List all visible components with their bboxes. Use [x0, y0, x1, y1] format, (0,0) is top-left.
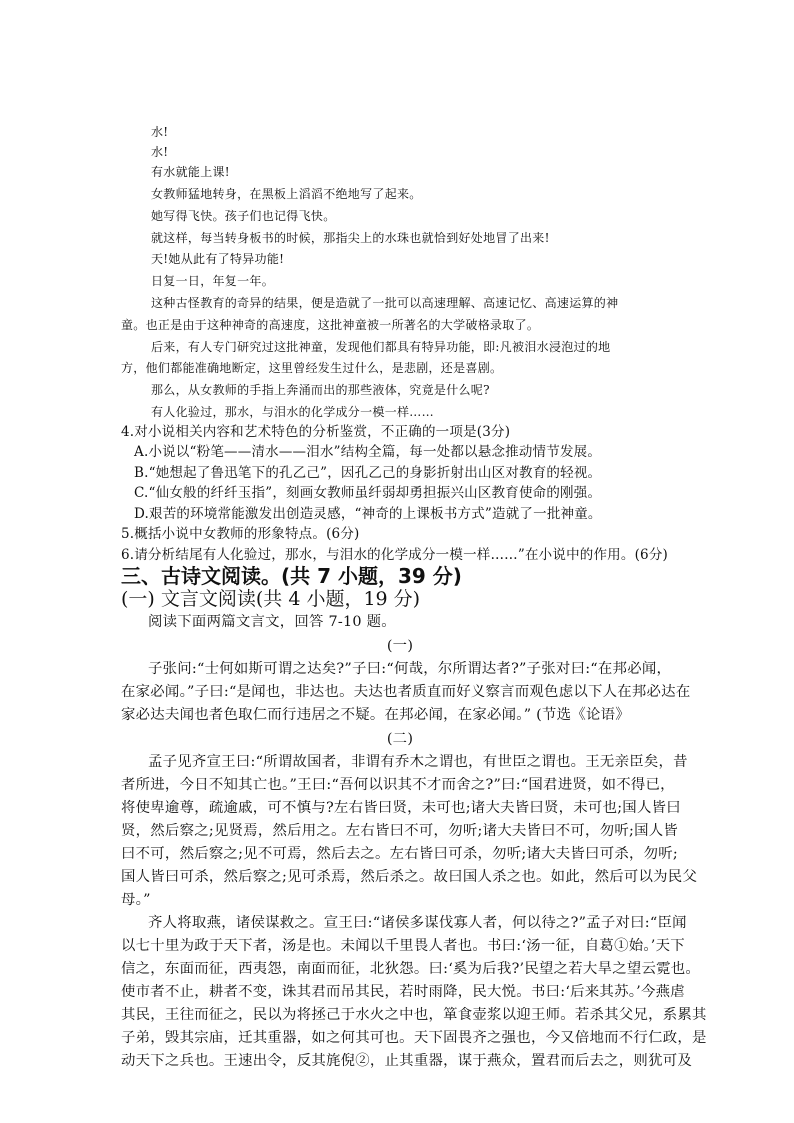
passage-line: 将使卑逾尊，疏逾戚，可不慎与?左右皆曰贤，未可也;诸大夫皆曰贤，未可也;国人皆曰	[121, 800, 681, 816]
question-4-option-d: D.艰苦的环境常能激发出创造灵感，“神奇的上课板书方式”造就了一批神童。	[134, 506, 602, 522]
passage-line: 者所进，今日不知其亡也。”王曰:“吾何以识其不才而舍之?”曰:“国君进贤，如不得已，	[121, 777, 675, 793]
passage-line: 以七十里为政于天下者，汤是也。未闻以千里畏人者也。书曰:‘汤一征，自葛①始。’天下	[121, 938, 685, 954]
story-line: 童。也正是由于这种神奇的高速度，这批神童被一所著名的大学破格录取了。	[121, 318, 540, 332]
passage-line: 齐人将取燕，诸侯谋救之。宣王曰:“诸侯多谋伐寡人者，何以待之?”孟子对曰:“臣闻	[148, 915, 687, 931]
passage-line: 使市者不止，耕者不变，诛其君而吊其民，若时雨降，民大悦。书曰:‘后来其苏。’今燕虐	[121, 984, 685, 1000]
passage-line: 孟子见齐宣王曰:“所谓故国者，非谓有乔木之谓也，有世臣之谓也。王无亲臣矣，昔	[148, 754, 688, 770]
question-6: 6.请分析结尾有人化验过，那水，与泪水的化学成分一模一样……”在小说中的作用。(6分)	[121, 547, 669, 563]
passage-line: 其民，王往而征之，民以为将拯己于水火之中也，箪食壶浆以迎王师。若杀其父兄，系累其	[121, 1007, 707, 1023]
passage-2-label: (二)	[386, 731, 414, 747]
passage-line: 国人皆曰可杀，然后察之;见可杀焉，然后杀之。故曰国人杀之也。如此，然后可以为民父	[121, 869, 698, 885]
passage-1-label: (一)	[386, 638, 414, 654]
story-line: 有水就能上课!	[151, 165, 230, 179]
passage-line: 动天下之兵也。王速出令，反其旄倪②，止其重器，谋于燕众，置君而后去之，则犹可及	[121, 1053, 692, 1069]
story-line: 就这样，每当转身板书的时候，那指尖上的水珠也就恰到好处地冒了出来!	[151, 231, 550, 245]
story-line: 那么，从女教师的手指上奔涌而出的那些液体，究竟是什么呢?	[151, 383, 490, 397]
question-4: 4.对小说相关内容和艺术特色的分析鉴赏，不正确的一项是(3分)	[121, 424, 511, 440]
story-line: 水!	[151, 125, 169, 139]
story-line: 女教师猛地转身，在黑板上滔滔不绝地写了起来。	[151, 187, 422, 201]
passage-line: 母。”	[121, 892, 151, 908]
story-line: 方，他们都能准确地断定，这里曾经发生过什么，是悲剧，还是喜剧。	[121, 361, 503, 375]
question-4-option-a: A.小说以“粉笔——清水——泪水”结构全篇，每一处都以悬念推动情节发展。	[134, 444, 602, 460]
section-subtitle: (一) 文言文阅读(共 4 小题，19 分)	[121, 588, 421, 610]
passage-line: 子弟，毁其宗庙，迁其重器，如之何其可也。天下固畏齐之强也，今又倍地而不行仁政，是	[121, 1030, 707, 1046]
section-title: 三、古诗文阅读。(共 7 小题，39 分)	[121, 564, 462, 588]
passage-line: 曰不可，然后察之;见不可焉，然后去之。左右皆曰可杀，勿听;诸大夫皆曰可杀，勿听;	[121, 846, 679, 862]
passage-line: 在家必闻。”子曰:“是闻也，非达也。夫达也者质直而好义察言而观色虑以下人在邦必达在	[121, 684, 691, 700]
reading-intro: 阅读下面两篇文言文，回答 7-10 题。	[148, 614, 396, 630]
story-line: 天!她从此有了特异功能!	[151, 252, 285, 266]
story-line: 这种古怪教育的奇异的结果，便是造就了一批可以高速理解、高速记忆、高速运算的神	[151, 296, 619, 310]
story-line: 有人化验过，那水，与泪水的化学成分一模一样……	[151, 405, 434, 419]
question-4-option-b: B.“她想起了鲁迅笔下的孔乙己”，因孔乙己的身影折射出山区对教育的轻视。	[134, 465, 602, 481]
question-4-option-c: C.“仙女般的纤纤玉指”，刻画女教师虽纤弱却勇担振兴山区教育使命的刚强。	[134, 485, 602, 501]
passage-line: 家必达夫闻也者色取仁而行违居之不疑。在邦必闻，在家必闻。” (节选《论语》	[121, 707, 630, 723]
story-line: 水!	[151, 145, 169, 159]
story-line: 日复一日，年复一年。	[151, 274, 275, 288]
question-5: 5.概括小说中女教师的形象特点。(6分)	[121, 526, 360, 542]
story-line: 她写得飞快。孩子们也记得飞快。	[151, 209, 336, 223]
passage-line: 贤，然后察之;见贤焉，然后用之。左右皆曰不可，勿听;诸大夫皆曰不可，勿听;国人皆	[121, 823, 679, 839]
story-line: 后来，有人专门研究过这批神童，发现他们都具有特异功能，即:凡被泪水浸泡过的地	[151, 340, 611, 354]
passage-line: 信之，东面而征，西夷怨，南面而征，北狄怨。曰:‘奚为后我?’民望之若大旱之望云霓也。	[121, 961, 701, 977]
passage-line: 子张问:“士何如斯可谓之达矣?”子曰:“何哉，尔所谓达者?”子张对曰:“在邦必闻，	[148, 661, 672, 677]
